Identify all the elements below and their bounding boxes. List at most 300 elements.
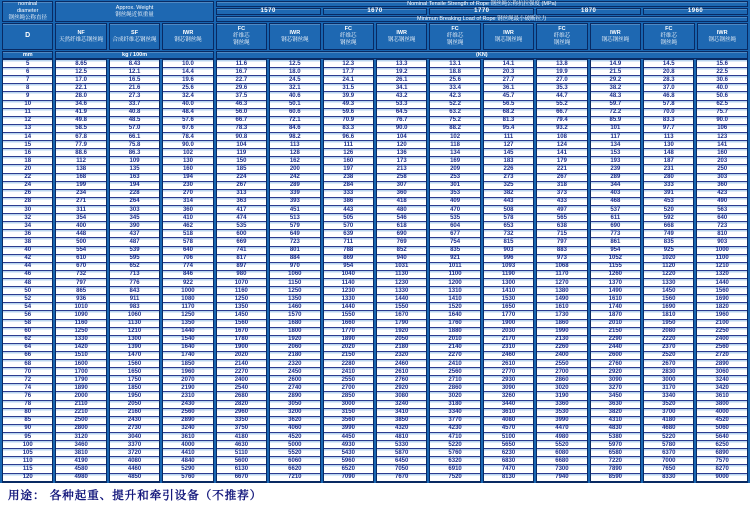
table-cell: 2080 [644,328,693,336]
table-cell: 470 [430,206,479,214]
table-cell: 1760 [430,320,479,328]
table-cell: 14 [3,133,52,141]
table-cell: 1155 [591,263,640,271]
table-cell: 690 [377,230,426,238]
table-cell: 70 [3,368,52,376]
table-cell: 2820 [217,401,266,409]
table-cell: 6680 [537,457,586,465]
table-cell: 4830 [591,425,640,433]
table-cell: 2410 [430,360,479,368]
table-cell: 5000 [270,441,319,449]
table-cell: 163 [110,174,159,182]
table-cell: 1730 [537,311,586,319]
table-cell: 32.4 [163,92,212,100]
table-cell: 3360 [537,401,586,409]
table-cell: 109 [110,157,159,165]
table-cell: 1670 [217,328,266,336]
table-cell: 604 [430,222,479,230]
table-cell: 4410 [163,449,212,457]
table-cell: 618 [377,222,426,230]
table-cell: 41.9 [56,109,105,117]
table-cell: 8130 [484,474,533,481]
table-cell: 2000 [56,392,105,400]
table-cell: 134 [430,149,479,157]
table-cell: 267 [537,174,586,182]
table-cell: 1680 [270,320,319,328]
table-cell: 2290 [591,336,640,344]
table-cell: 2890 [163,417,212,425]
table-cell: 3630 [591,401,640,409]
table-cell: 3090 [484,384,533,392]
table-cell: 19.2 [377,68,426,76]
table-cell: 30.6 [697,76,746,84]
table-cell: 253 [430,174,479,182]
table-cell: 2730 [110,425,159,433]
table-cell: 2280 [324,360,373,368]
table-cell: 4850 [110,474,159,481]
table-cell: 21.6 [110,84,159,92]
table-cell: 66.1 [110,133,159,141]
table-cell: 437 [110,230,159,238]
table-cell: 5220 [644,433,693,441]
table-cell: 7890 [591,465,640,473]
table-cell: 3120 [56,433,105,441]
table-cell: 64.5 [377,109,426,117]
table-cell: 40.8 [110,109,159,117]
table-cell: 1330 [377,287,426,295]
table-cell: 13.1 [430,60,479,68]
table-cell: 670 [56,263,105,271]
iwr-core-header: IWR 钢芯钢丝绳 [376,23,427,50]
table-cell: 333 [644,182,693,190]
table-cell: 3610 [163,433,212,441]
table-cell: 13.3 [377,60,426,68]
table-cell: 1230 [377,279,426,287]
table-cell: 271 [56,198,105,206]
table-cell: 25.6 [163,84,212,92]
table-cell: 1890 [324,336,373,344]
table-cell: 4310 [591,417,640,425]
table-cell: 2890 [270,392,319,400]
table-cell: 1640 [163,344,212,352]
table-cell: 996 [484,255,533,263]
table-cell: 861 [591,238,640,246]
table-cell: 423 [697,190,746,198]
table-column-8 [429,58,480,483]
table-cell: 1740 [163,352,212,360]
table-cell: 4710 [430,433,479,441]
table-cell: 14.1 [484,60,533,68]
table-cell: 60.6 [270,109,319,117]
table-cell: 754 [430,238,479,246]
table-cell: 76.7 [377,117,426,125]
weight-unit: kg / 100m [55,51,213,59]
table-cell: 7670 [377,474,426,481]
table-cell: 5430 [324,449,373,457]
table-cell: 539 [110,247,159,255]
table-cell: 1600 [56,360,105,368]
table-cell: 2430 [163,401,212,409]
table-cell: 46.3 [217,101,266,109]
table-column-13 [696,58,747,483]
table-cell: 1880 [430,328,479,336]
table-cell: 2930 [484,376,533,384]
table-cell: 815 [484,238,533,246]
table-cell: 52.2 [430,101,479,109]
table-cell: 38.2 [591,84,640,92]
table-cell: 75.2 [430,117,479,125]
table-cell: 2140 [430,344,479,352]
table-cell: 373 [537,190,586,198]
table-cell: 1860 [537,320,586,328]
table-cell: 5780 [644,441,693,449]
table-cell: 1550 [377,303,426,311]
table-cell: 97.7 [644,125,693,133]
table-cell: 1011 [430,263,479,271]
table-cell: 1570 [270,311,319,319]
table-cell: 49.8 [56,117,105,125]
table-cell: 68 [3,360,52,368]
table-cell: 843 [110,287,159,295]
table-cell: 1610 [591,295,640,303]
table-cell: 5060 [697,425,746,433]
usage-note: 用途： 各种起重、提升和牵引设备（不推荐） [8,489,263,502]
table-cell: 67.6 [163,125,212,133]
table-cell: 238 [324,174,373,182]
table-cell: 2150 [591,328,640,336]
table-cell: 1800 [270,328,319,336]
table-cell: 48.3 [591,92,640,100]
table-cell: 70.0 [644,109,693,117]
table-cell: 22.1 [56,84,105,92]
table-cell: 649 [270,230,319,238]
table-cell: 6080 [537,449,586,457]
table-cell: 284 [324,182,373,190]
table-cell: 1150 [270,279,319,287]
table-cell: 403 [591,190,640,198]
table-body [0,58,750,483]
weight-zh: 钢丝绳近似重量 [115,11,154,18]
table-cell: 3450 [591,392,640,400]
table-cell: 1820 [697,303,746,311]
table-cell: 100 [3,441,52,449]
table-cell: 37.0 [644,84,693,92]
table-cell: 13.8 [537,60,586,68]
table-cell: 3820 [591,409,640,417]
table-cell: 7470 [484,465,533,473]
table-cell: 3240 [163,425,212,433]
table-cell: 199 [56,182,105,190]
table-cell: 852 [377,247,426,255]
table-cell: 56 [3,311,52,319]
table-cell: 5110 [217,449,266,457]
table-cell: 289 [270,182,319,190]
table-cell: 5330 [377,441,426,449]
table-cell: 5970 [591,441,640,449]
table-cell: 55.2 [537,101,586,109]
table-cell: 2680 [217,392,266,400]
weight-header [55,1,213,22]
table-cell: 2460 [484,352,533,360]
table-cell: 6370 [644,449,693,457]
table-cell: 44 [3,263,52,271]
table-cell: 5380 [591,433,640,441]
table-cell: 86.3 [110,149,159,157]
table-cell: 7210 [270,474,319,481]
table-cell: 500 [56,238,105,246]
table-cell: 797 [56,279,105,287]
table-cell: 119 [217,149,266,157]
table-cell: 13 [3,125,52,133]
table-cell: 289 [591,174,640,182]
table-cell: 1052 [591,255,640,263]
table-column-5 [269,58,320,483]
table-cell: 911 [110,295,159,303]
table-cell: 303 [110,206,159,214]
table-cell: 8.43 [110,60,159,68]
table-cell: 1530 [484,295,533,303]
table-cell: 1000 [697,247,746,255]
table-cell: 2030 [484,328,533,336]
table-cell: 5640 [697,433,746,441]
table-cell: 64 [3,344,52,352]
table-cell: 234 [56,190,105,198]
table-cell: 925 [644,247,693,255]
table-cell: 102 [163,149,212,157]
table-cell: 3150 [324,409,373,417]
table-cell: 360 [163,206,212,214]
table-cell: 723 [270,238,319,246]
table-column-7 [376,58,427,483]
table-cell: 2920 [377,384,426,392]
table-cell: 2550 [537,360,586,368]
table-cell: 7 [3,76,52,84]
table-cell: 3750 [217,425,266,433]
table-cell: 1350 [163,320,212,328]
table-cell: 90 [3,425,52,433]
table-cell: 1440 [324,303,373,311]
table-cell: 90.0 [377,125,426,133]
table-cell: 1920 [270,336,319,344]
table-cell: 21.5 [591,68,640,76]
table-cell: 2050 [377,336,426,344]
table-cell: 711 [324,238,373,246]
table-cell: 546 [377,214,426,222]
table-cell: 6890 [697,449,746,457]
table-cell: 7000 [644,457,693,465]
table-cell: 59.7 [591,101,640,109]
table-cell: 2310 [484,344,533,352]
table-cell: 9000 [697,474,746,481]
table-cell: 333 [324,190,373,198]
table-cell: 90.0 [163,141,212,149]
table-cell: 1250 [270,287,319,295]
table-cell: 48.4 [163,109,212,117]
table-cell: 43.2 [377,92,426,100]
table-cell: 273 [484,174,533,182]
table-cell: 520 [644,206,693,214]
table-cell: 2150 [324,352,373,360]
table-cell: 50.1 [270,101,319,109]
table-cell: 1440 [697,279,746,287]
table-cell: 1330 [644,279,693,287]
strength-grade: 1960 [643,8,748,15]
table-cell: 8.65 [56,60,105,68]
table-cell: 314 [163,198,212,206]
table-cell: 2740 [270,384,319,392]
fc-core-header: FC 纤维芯 钢丝绳 [323,23,374,50]
table-cell: 19.6 [163,76,212,84]
table-cell: 4460 [110,465,159,473]
table-cell: 8 [3,84,52,92]
table-cell: 2160 [110,409,159,417]
table-column-6 [323,58,374,483]
table-cell: 1550 [324,311,373,319]
table-cell: 226 [484,165,533,173]
table-cell: 40.0 [697,84,746,92]
table-cell: 706 [163,255,212,263]
table-cell: 1670 [377,311,426,319]
table-cell: 409 [430,198,479,206]
table-cell: 16 [3,149,52,157]
table-cell: 17.0 [56,76,105,84]
table-cell: 774 [163,263,212,271]
table-cell: 1170 [537,271,586,279]
table-cell: 6250 [697,441,746,449]
table-cell: 1380 [537,287,586,295]
table-cell: 2700 [324,384,373,392]
table-cell: 2020 [217,352,266,360]
table-cell: 105 [3,449,52,457]
table-cell: 3440 [484,401,533,409]
breaking-load-title: Minimun Breaking Load of Rope 钢丝绳最小破断拉力 [216,16,748,22]
table-cell: 84.6 [270,125,319,133]
table-cell: 2270 [430,352,479,360]
table-cell: 29.6 [217,84,266,92]
table-cell: 6230 [484,449,533,457]
table-cell: 474 [217,214,266,222]
fc-core-header: FC 纤维芯 钢丝绳 [429,23,480,50]
table-cell: 1080 [163,295,212,303]
table-cell: 325 [484,182,533,190]
table-cell: 3370 [110,441,159,449]
table-cell: 150 [217,157,266,165]
table-cell: 1450 [217,311,266,319]
table-cell: 382 [484,190,533,198]
table-cell: 106 [697,125,746,133]
table-cell: 2610 [484,360,533,368]
table-cell: 354 [56,214,105,222]
table-cell: 610 [56,255,105,263]
table-cell: 1870 [591,311,640,319]
table-cell: 769 [377,238,426,246]
table-cell: 2400 [537,352,586,360]
table-cell: 1690 [697,295,746,303]
table-cell: 1040 [324,271,373,279]
table-cell: 1960 [697,311,746,319]
table-cell: 1093 [484,263,533,271]
table-cell: 353 [430,190,479,198]
table-header [0,0,750,58]
table-cell: 3420 [697,384,746,392]
table-cell: 970 [270,263,319,271]
table-cell: 115 [3,465,52,473]
table-cell: 80 [3,409,52,417]
table-cell: 239 [591,165,640,173]
table-cell: 2760 [591,360,640,368]
table-cell: 801 [270,247,319,255]
table-cell: 6520 [324,465,373,473]
table-cell: 2890 [697,360,746,368]
table-cell: 1031 [377,263,426,271]
diameter-symbol: D [2,23,53,50]
table-cell: 187 [644,157,693,165]
table-cell: 1950 [644,320,693,328]
table-cell: 2060 [270,344,319,352]
table-cell: 400 [56,222,105,230]
table-cell: 141 [537,149,586,157]
table-cell: 72.2 [591,109,640,117]
table-cell: 1210 [110,328,159,336]
table-cell: 12.5 [270,60,319,68]
table-cell: 62.5 [697,101,746,109]
table-cell: 3350 [217,417,266,425]
table-cell: 563 [697,206,746,214]
table-cell: 50 [3,287,52,295]
table-cell: 578 [484,214,533,222]
table-cell: 1540 [163,336,212,344]
iwr-core-header: IWR 钢芯钢丝绳 [697,23,748,50]
grade-row [216,8,748,15]
table-cell: 12.3 [324,60,373,68]
table-cell: 2430 [110,417,159,425]
table-cell: 1330 [56,336,105,344]
diameter-en-line2: diameter [17,8,39,15]
table-cell: 5520 [270,449,319,457]
table-cell: 2320 [270,360,319,368]
table-cell: 153 [591,149,640,157]
table-cell: 141 [697,141,746,149]
table-cell: 33.4 [430,84,479,92]
weight-header-group [55,1,213,58]
table-cell: 5960 [324,457,373,465]
table-cell: 518 [163,230,212,238]
table-cell: 2540 [217,384,266,392]
table-cell: 393 [270,198,319,206]
table-cell: 595 [110,255,159,263]
table-cell: 50.6 [697,92,746,100]
iwr-core-header: IWR 钢芯钢丝绳 [483,23,534,50]
table-cell: 130 [644,141,693,149]
table-cell: 19.9 [537,68,586,76]
table-cell: 95 [3,433,52,441]
table-cell: 66.7 [537,109,586,117]
table-cell: 1440 [377,295,426,303]
diameter-header-group [2,1,53,58]
table-cell: 611 [591,214,640,222]
table-cell: 48 [3,279,52,287]
table-cell: 18 [3,157,52,165]
table-cell: 85 [3,417,52,425]
table-cell: 27.3 [110,92,159,100]
table-cell: 903 [697,238,746,246]
table-cell: 1330 [324,295,373,303]
table-cell: 4630 [217,441,266,449]
table-cell: 417 [217,206,266,214]
table-cell: 1660 [324,320,373,328]
table-cell: 15.6 [697,60,746,68]
table-cell: 3060 [697,368,746,376]
